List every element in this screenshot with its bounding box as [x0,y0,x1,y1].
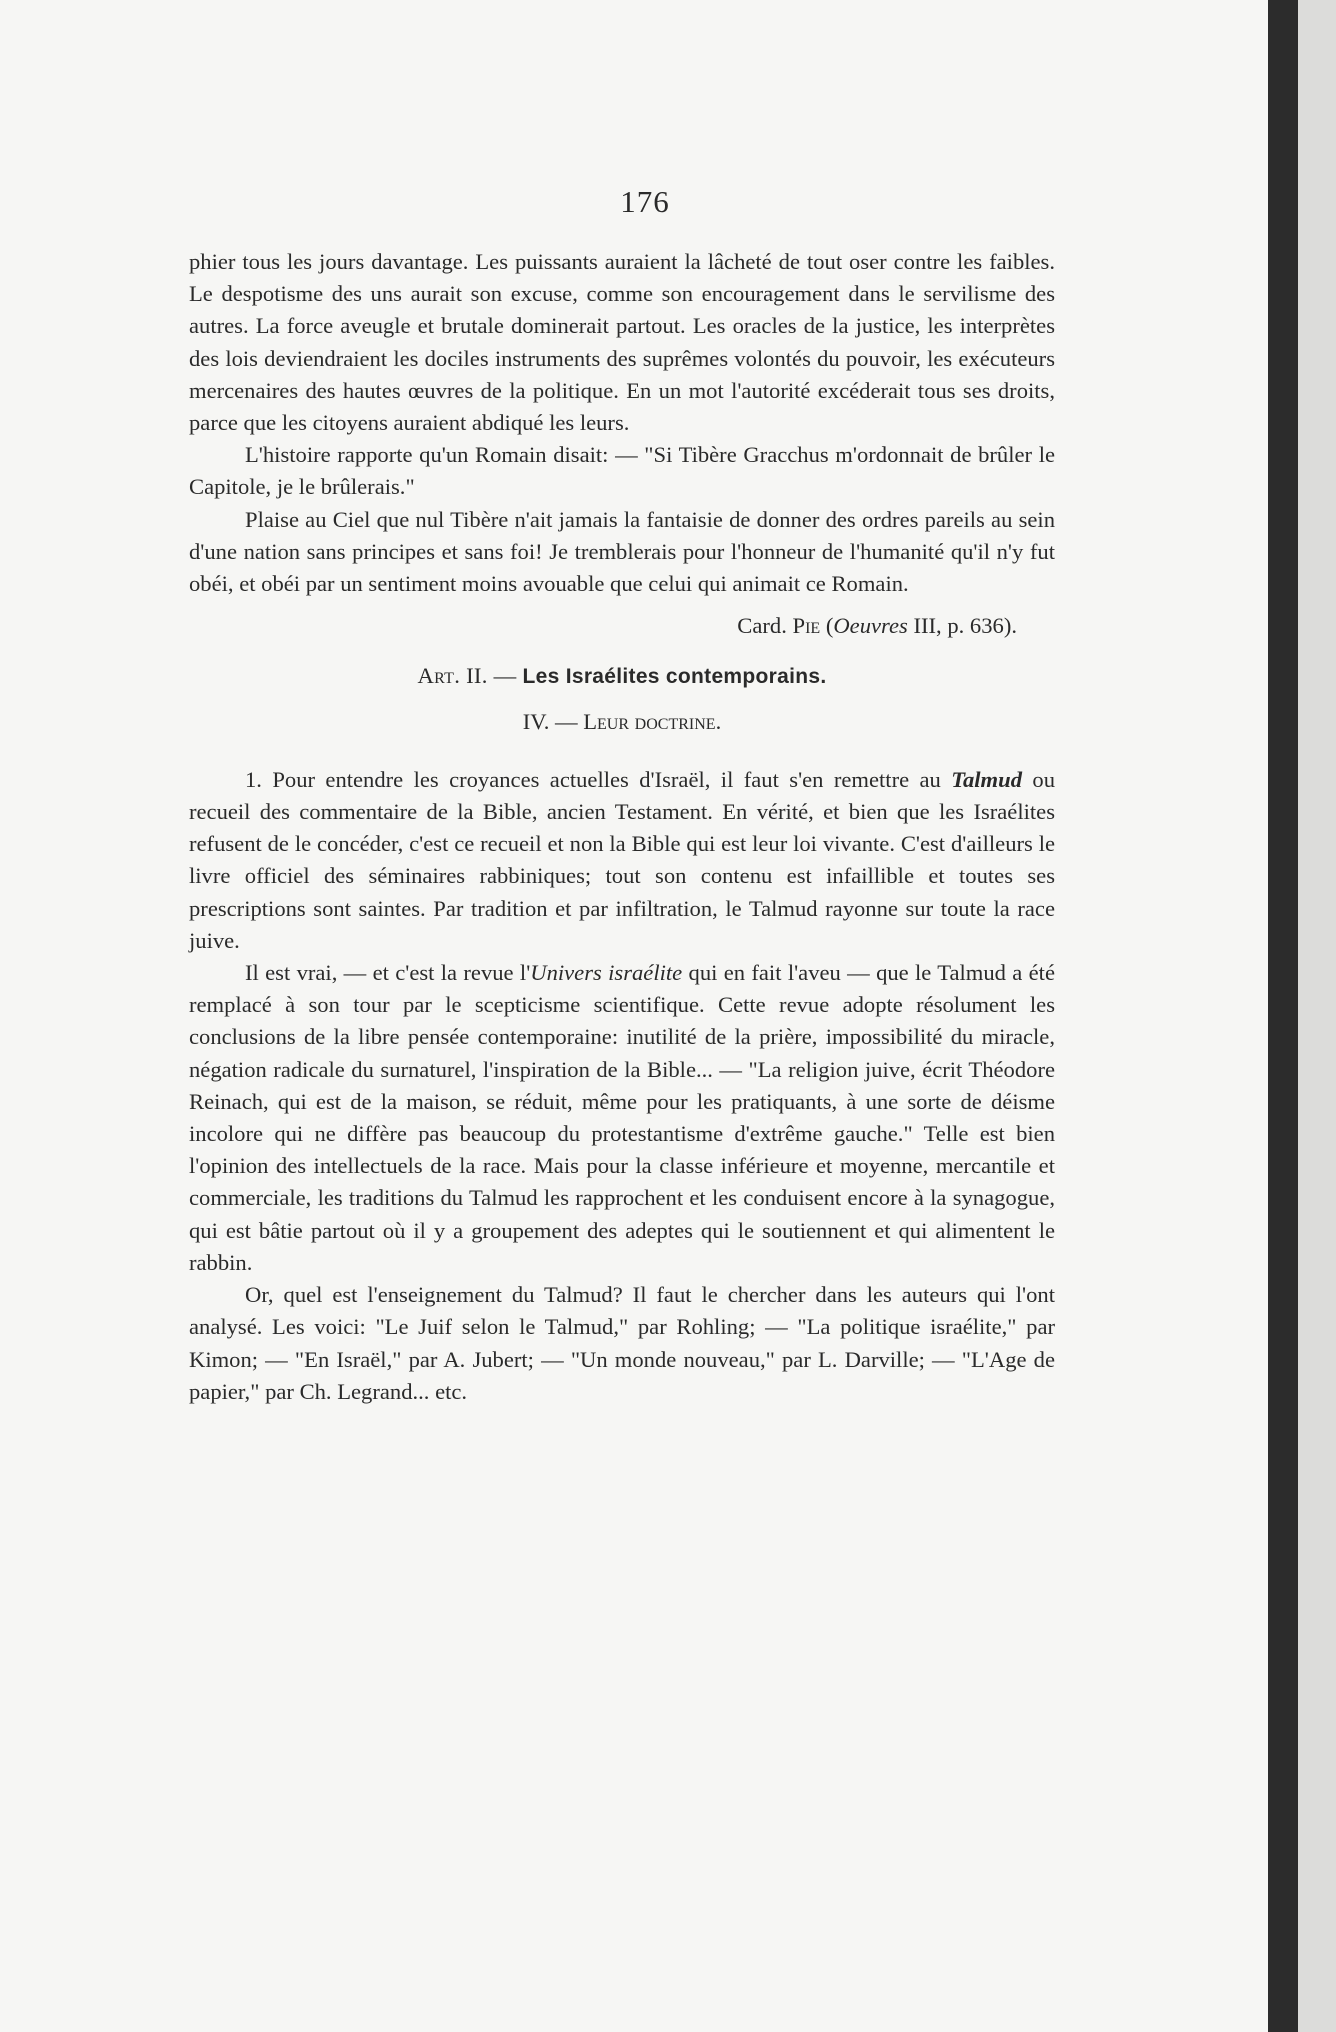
paragraph-univers-start: Il est vrai, — et c'est la revue l' [245,960,531,986]
paragraph-enseignement: Or, quel est l'enseignement du Talmud? Il faut le chercher dans les auteurs qui l'ont analysé. Les voici: "Le Juif selon le Talmud," par Rohling; — "La politique israélite," par Kimon; — "En Israël," par A. Jubert; — "Un monde nouveau," par L. Darville; — "L'Age de papier," par Ch. Legrand... etc. [189,1282,1055,1404]
section-heading [189,706,1055,738]
paragraph-continuation: phier tous les jours davantage. Les puissants auraient la lâcheté de tout oser contre les faibles. Le despotisme des uns aurait son excuse, comme son encouragement dans le servilisme des autres. La force aveugle et brutale dominerait partout. Les oracles de la justice, les interprètes des lois deviendraient les dociles instruments des suprêmes volontés du pouvoir, les exécuteurs mercenaires des hautes œuvres de la politique. En un mot l'autorité excéderait tous ses droits, parce que les citoyens auraient abdiqué les leurs. [189,249,1055,436]
signature [189,610,1055,642]
paragraph-univers-rest: qui en fait l'aveu — que le Talmud a été remplacé à son tour par le scepticisme scientifique. Cette revue adopte résolument les conclusions de la libre pensée contemporaine: inutilité de la prière, impossibilité du miracle, négation radicale du surnaturel, l'inspiration de la Bible... — "La religion juive, écrit Théodore Reinach, qui est de la maison, se réduit, même pour les pratiquants, à une sorte de déisme incolore qui ne diffère pas beaucoup du protestantisme d'extrême gauche." Telle est bien l'opinion des intellectuels de la race. Mais pour la classe inférieure et moyenne, mercantile et commerciale, les traditions du Talmud les rapprochent et les conduisent encore à la synagogue, qui est bâtie partout où il y a groupement des adeptes qui le soutiennent et qui alimentent le rabbin. [189,960,1055,1275]
paragraph-talmud-intro [189,764,1055,957]
univers-title: Univers israélite [530,960,683,986]
signature-prefix: Card. [737,613,793,639]
section-title: Leur doctrine. [583,708,722,734]
signature-work: Oeuvres [833,613,908,639]
article-dash: — [487,663,523,689]
signature-open: ( [820,613,834,639]
article-title: Les Israélites contemporains. [522,665,827,689]
paragraph-univers [189,957,1055,1279]
paragraph-talmud-intro-start: 1. Pour entendre les croyances actuelles d'Israël, il faut s'en remettre au [245,766,952,792]
section-dash: — [549,708,584,734]
article-number: Art. II. [417,663,488,689]
paragraph-history: L'histoire rapporte qu'un Romain disait: — "Si Tibère Gracchus m'ordonnait de brûler le Capitole, je le brûlerais." [189,442,1055,500]
paragraph-talmud-intro-rest: ou recueil des commentaire de la Bible, ancien Testament. En vérité, et bien que les Israélites refusent de le concéder, c'est ce recueil et non la Bible qui est leur loi vivante. C'est d'ailleurs le livre officiel des séminaires rabbiniques; tout son contenu est infaillible et toutes ses prescriptions sont saintes. Par tradition et par infiltration, le Talmud rayonne sur toute la race juive. [189,766,1055,953]
talmud-term: Talmud [951,766,1022,792]
article-heading [189,660,1055,693]
page-number: 176 [620,184,670,219]
page-edge-shadow [1268,0,1298,2032]
section-number: IV. [522,708,550,734]
paragraph-plaise: Plaise au Ciel que nul Tibère n'ait jamais la fantaisie de donner des ordres pareils au sein d'une nation sans principes et sans foi! Je tremblerais pour l'honneur de l'humanité qu'il n'y fut obéi, et obéi par un sentiment moins avouable que celui qui animait ce Romain. [189,506,1055,597]
signature-name: Pie [792,613,821,639]
text-column [189,246,1055,1408]
page-edge-margin [1298,0,1336,2032]
signature-ref: III, p. 636). [907,613,1017,639]
